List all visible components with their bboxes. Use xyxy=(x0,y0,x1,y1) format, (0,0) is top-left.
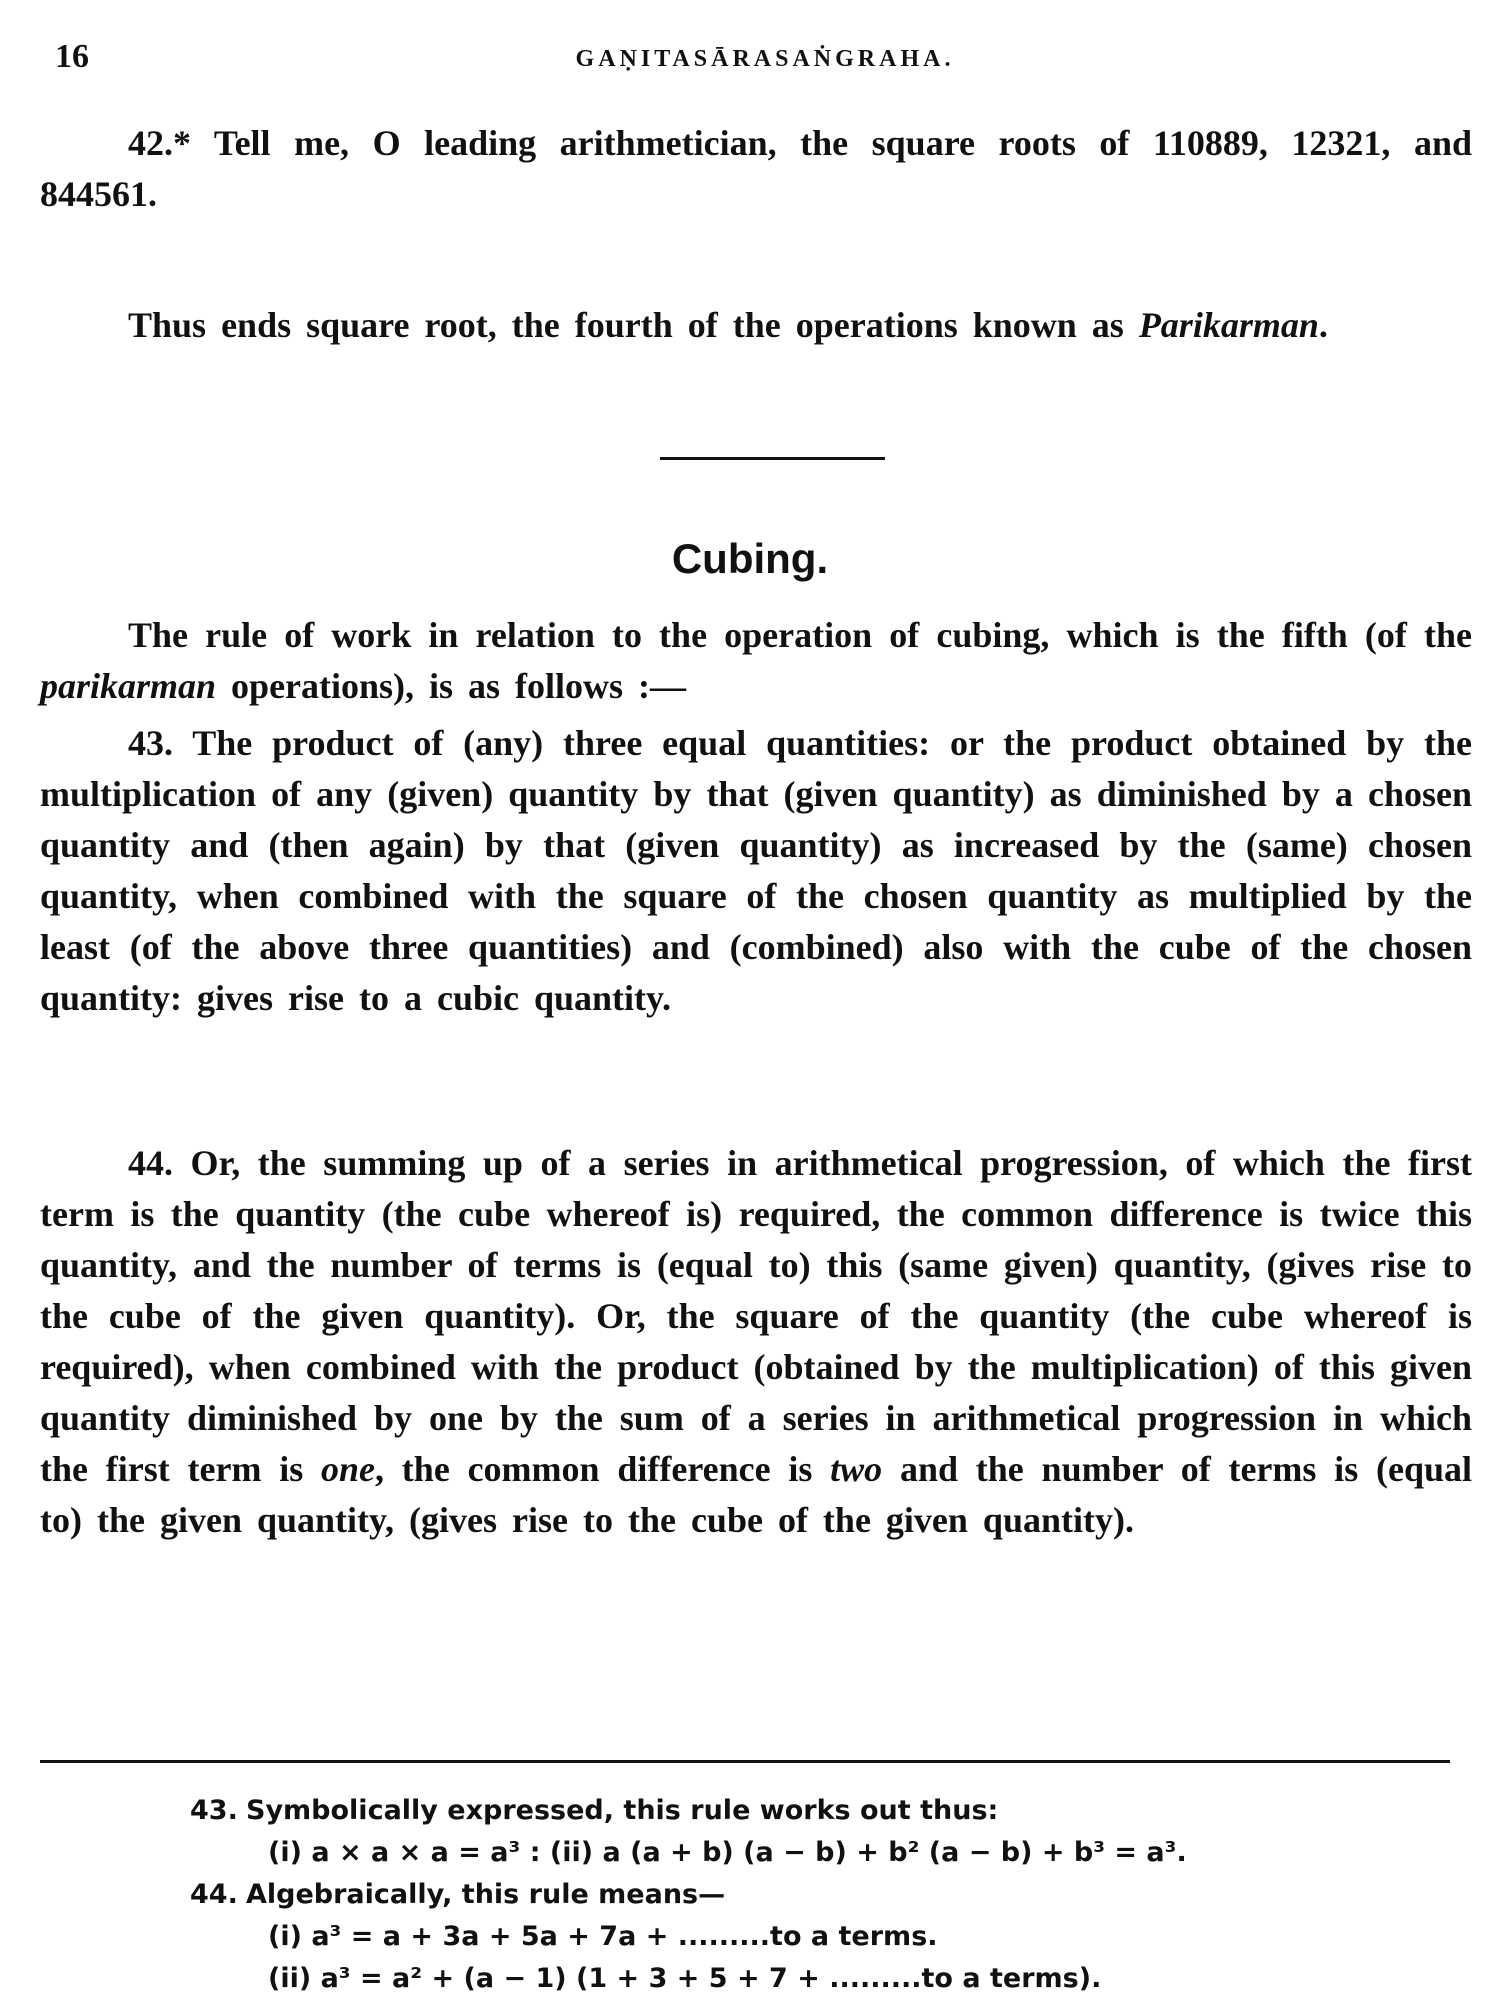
verse-44-text-3: and the number of terms is (equal to) the given quantity, (gives rise to the cube of the given quantity). xyxy=(40,1449,1472,1540)
footnote-44-formula-i: (i) a³ = a + 3a + 5a + 7a + .........to a terms. xyxy=(268,1921,938,1952)
footnote-44-intro: Algebraically, this rule means— xyxy=(246,1879,726,1910)
section-divider xyxy=(660,457,885,460)
verse-44 xyxy=(40,1138,1472,1546)
page-number: 16 xyxy=(55,38,89,75)
section-end-text: Thus ends square root, the fourth of the operations known as xyxy=(128,305,1139,345)
intro-text-after: operations), is as follows :— xyxy=(216,666,687,706)
section-title: Cubing. xyxy=(671,535,829,582)
verse-42: 42.* Tell me, O leading arithmetician, the square roots of 110889, 12321, and 844561. xyxy=(40,123,1472,214)
verse-44-text-1: 44. Or, the summing up of a series in arithmetical progression, of which the first term is the quantity (the cube whereof is) required, the common difference is twice this quantity, and the number of terms is (equal to) this (same given) quantity, (gives rise to the cube of the given quantity). Or, the square of the quantity (the cube whereof is required), when combined with the product (obtained by the multiplication) of this given quantity diminished by one by the sum of a series in arithmetical progression in which the first term is xyxy=(40,1143,1472,1489)
verse-44-em-two: two xyxy=(830,1449,883,1489)
footnote-43-intro: Symbolically expressed, this rule works out thus: xyxy=(246,1795,999,1826)
footnote-43-heading xyxy=(190,1790,1390,1832)
intro-paragraph xyxy=(40,610,1472,712)
footnote-44-number: 44. xyxy=(190,1879,238,1910)
section-end-note xyxy=(40,300,1472,351)
footnote-rule xyxy=(40,1760,1450,1763)
section-end-period: . xyxy=(1318,305,1328,345)
section-end-term: Parikarman xyxy=(1138,305,1319,345)
page-header xyxy=(55,38,1475,88)
verse-44-em-one: one xyxy=(321,1449,376,1489)
intro-text-before: The rule of work in relation to the operation of cubing, which is the fifth (of the xyxy=(128,615,1472,655)
footnote-44-heading xyxy=(190,1874,1390,1916)
verse-44-text-2: , the common difference is xyxy=(375,1449,831,1489)
footnote-43-formula: (i) a × a × a = a³ : (ii) a (a + b) (a − b) + b² (a − b) + b³ = a³. xyxy=(268,1837,1187,1868)
footnote-43-number: 43. xyxy=(190,1795,238,1826)
running-title: GAṆITASĀRASAṄGRAHA. xyxy=(575,46,955,72)
verse-43: 43. The product of (any) three equal quantities: or the product obtained by the multiplication of any (given) quantity by that (given quantity) as diminished by a chosen quantity and (then again) by that (given quantity) as increased by the (same) chosen quantity, when combined with the square of the chosen quantity as multiplied by the least (of the above three quantities) and (combined) also with the cube of the chosen quantity: gives rise to a cubic quantity. xyxy=(40,723,1472,1018)
footnotes xyxy=(190,1790,1390,2000)
intro-term: parikarman xyxy=(40,666,217,706)
footnote-44-formula-ii: (ii) a³ = a² + (a − 1) (1 + 3 + 5 + 7 + .........to a terms). xyxy=(268,1963,1102,1994)
